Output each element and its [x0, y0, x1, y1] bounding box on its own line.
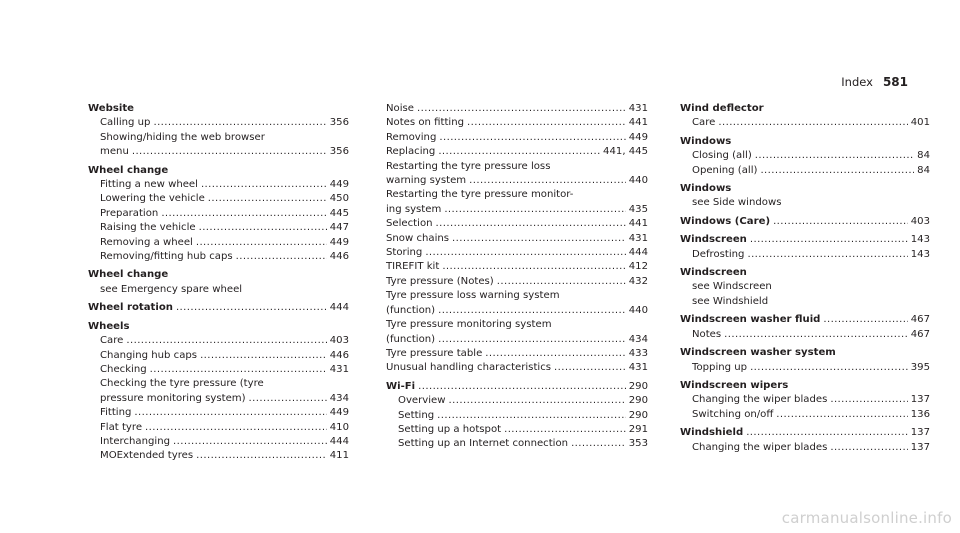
subentry-text: Tyre pressure monitoring system: [386, 319, 552, 331]
subentry-text: Removing a wheel: [100, 236, 193, 248]
subentry-text: Care: [100, 335, 124, 347]
index-subentry: [386, 116, 648, 130]
subentry-text: Opening (all): [692, 164, 758, 176]
watermark: carmanualsonline.info: [781, 509, 952, 527]
index-subentry: [88, 250, 349, 264]
page-ref: 431: [628, 232, 648, 244]
index-entry: [88, 268, 349, 297]
page-ref: 136: [910, 408, 930, 420]
dot-leader: [554, 361, 626, 375]
subentry-text: Storing: [386, 247, 423, 259]
index-subentry: [88, 349, 349, 363]
dot-leader: [173, 435, 327, 449]
dot-leader: [425, 246, 625, 260]
page-ref: 143: [910, 234, 930, 246]
dot-leader: [452, 232, 626, 246]
index-entry: [680, 266, 930, 309]
index-subentry: [386, 174, 648, 188]
index-entry: [88, 102, 349, 160]
dot-leader: [436, 217, 626, 231]
subentry-text: Removing: [386, 131, 437, 143]
subentry-text: Switching on/off: [692, 408, 774, 420]
index-subentry: [386, 275, 648, 289]
subentry-text: Raising the vehicle: [100, 222, 196, 234]
index-subentry: [386, 217, 648, 231]
index-entry: [88, 320, 349, 464]
subentry-text: MOExtended tyres: [100, 450, 194, 462]
page-ref: 445: [329, 207, 349, 219]
index-subentry: [88, 221, 349, 235]
index-heading: Wheel change: [88, 269, 169, 281]
index-subentry: [386, 423, 648, 437]
page-ref: 434: [329, 392, 349, 404]
header-title: Index: [841, 75, 873, 89]
dot-leader: [442, 260, 625, 274]
subentry-text: Care: [692, 117, 716, 129]
subentry-text: Changing the wiper blades: [692, 394, 828, 406]
index-subentry: [680, 441, 930, 455]
index-entry: [386, 380, 648, 452]
dot-leader: [449, 394, 626, 408]
index-subentry: [680, 248, 930, 262]
page-ref: 467: [910, 328, 930, 340]
page-ref: 137: [910, 427, 930, 439]
index-heading: Windshield: [680, 427, 744, 439]
page-ref: 137: [910, 394, 930, 406]
dot-leader: [438, 145, 600, 159]
index-entry: [680, 215, 930, 229]
index-heading: Wind deflector: [680, 103, 764, 114]
dot-leader: [132, 145, 327, 159]
subentry-text: Setting: [398, 409, 435, 421]
page-ref: 444: [628, 247, 648, 259]
index-entry: [680, 426, 930, 455]
subentry-text: Fitting a new wheel: [100, 179, 198, 191]
subentry-text: Lowering the vehicle: [100, 193, 205, 205]
page-ref: 444: [329, 302, 349, 314]
dot-leader: [773, 215, 908, 229]
index-heading: Windows (Care): [680, 215, 771, 227]
dot-leader: [485, 347, 625, 361]
subentry-text: Setting up an Internet connection: [398, 438, 569, 450]
index-subentry: [386, 131, 648, 145]
index-subentry: [88, 207, 349, 221]
dot-leader: [830, 441, 907, 455]
subentry-text: (function): [386, 304, 436, 316]
subentry-text: Flat tyre: [100, 421, 143, 433]
page-ref: 435: [628, 203, 648, 215]
subentry-text: Noise: [386, 103, 414, 114]
dot-leader: [747, 248, 907, 262]
index-subentry: [386, 246, 648, 260]
dot-leader: [830, 393, 907, 407]
index-subentry: [386, 145, 648, 159]
subentry-text: Changing hub caps: [100, 349, 198, 361]
subentry-text: (function): [386, 333, 436, 345]
page-ref: 446: [329, 251, 349, 263]
index-entry: [88, 301, 349, 315]
index-subentry: [88, 435, 349, 449]
index-subentry: [386, 304, 648, 318]
index-subentry: [680, 408, 930, 422]
page-ref: 450: [329, 193, 349, 205]
page-ref: 137: [910, 441, 930, 453]
index-column-3: [680, 102, 930, 459]
index-heading-row: [680, 313, 930, 327]
index-subentry: [386, 203, 648, 217]
index-entry: [680, 135, 930, 178]
dot-leader: [467, 116, 626, 130]
subentry-text: Checking: [100, 363, 147, 375]
index-subentry: [88, 421, 349, 435]
subentry-text: Calling up: [100, 117, 151, 129]
page-ref: 440: [628, 304, 648, 316]
dot-leader: [249, 392, 327, 406]
dot-leader: [776, 408, 907, 422]
index-subentry: [386, 333, 648, 347]
dot-leader: [208, 192, 327, 206]
subentry-text: Removing/fitting hub caps: [100, 251, 233, 263]
index-subentry: [88, 178, 349, 192]
subentry-text: Showing/hiding the web browser: [100, 131, 265, 143]
subentry-text: Unusual handling characteristics: [386, 362, 552, 374]
index-subentry: [386, 260, 648, 274]
index-subentry: [386, 232, 648, 246]
subentry-text: Setting up a hotspot: [398, 423, 502, 435]
dot-leader: [469, 174, 626, 188]
index-column-1: [88, 102, 349, 468]
subentry-text: Tyre pressure loss warning system: [386, 290, 560, 302]
page-ref: 412: [628, 261, 648, 273]
index-entry: [680, 233, 930, 262]
index-entry: [680, 182, 930, 211]
index-subentry: [88, 406, 349, 420]
index-heading-row: [386, 380, 648, 394]
dot-leader: [161, 207, 326, 221]
index-heading: Windows: [680, 135, 732, 147]
index-subentry: [680, 328, 930, 342]
index-subentry: [88, 334, 349, 348]
subentry-text: Interchanging: [100, 435, 171, 447]
index-subentry: [88, 192, 349, 206]
dot-leader: [724, 328, 908, 342]
page-ref: 432: [628, 275, 648, 287]
page-ref: 403: [910, 215, 930, 227]
index-heading-row: [680, 426, 930, 440]
dot-leader: [150, 363, 327, 377]
dot-leader: [746, 426, 908, 440]
index-heading: Windscreen washer fluid: [680, 314, 821, 326]
index-subentry: [88, 116, 349, 130]
page-ref: 291: [628, 423, 648, 435]
dot-leader: [760, 164, 914, 178]
dot-leader: [236, 250, 327, 264]
dot-leader: [437, 409, 626, 423]
cross-reference: see Windscreen: [692, 281, 772, 293]
index-subentry: [386, 102, 648, 116]
page-ref: 410: [329, 421, 349, 433]
subentry-text: Changing the wiper blades: [692, 441, 828, 453]
dot-leader: [571, 437, 626, 451]
page-ref: 290: [628, 380, 648, 392]
page-ref: 290: [628, 409, 648, 421]
subentry-text: Tyre pressure table: [386, 347, 483, 359]
page-ref: 449: [329, 407, 349, 419]
page-ref: 395: [910, 361, 930, 373]
dot-leader: [438, 304, 626, 318]
index-subentry: [386, 394, 648, 408]
index-heading: Wheels: [88, 320, 130, 332]
index-entry: [680, 346, 930, 375]
dot-leader: [134, 406, 326, 420]
subentry-text: Checking the tyre pressure (tyre: [100, 378, 264, 390]
page-ref: 356: [329, 146, 349, 158]
subentry-text: menu: [100, 146, 129, 158]
index-subentry: [680, 393, 930, 407]
page-ref: 290: [628, 395, 648, 407]
page-ref: 449: [329, 179, 349, 191]
index-heading: Website: [88, 103, 134, 114]
subentry-text: Overview: [398, 395, 446, 407]
subentry-text: Selection: [386, 218, 433, 230]
index-subentry: [680, 361, 930, 375]
index-subentry: [386, 361, 648, 375]
page-ref: 143: [910, 248, 930, 260]
dot-leader: [201, 178, 327, 192]
subentry-text: warning system: [386, 175, 467, 187]
index-subentry: [88, 449, 349, 463]
page-ref: 447: [329, 222, 349, 234]
subentry-text: TIREFIT kit: [386, 261, 440, 273]
index-heading: Windscreen: [680, 267, 747, 279]
page-ref: 449: [628, 131, 648, 143]
index-heading: Windscreen: [680, 234, 747, 246]
dot-leader: [750, 361, 908, 375]
dot-leader: [196, 236, 327, 250]
subentry-text: Restarting the tyre pressure loss: [386, 160, 551, 172]
index-heading: Wheel change: [88, 164, 169, 176]
subentry-text: Preparation: [100, 207, 159, 219]
page-ref: 403: [329, 335, 349, 347]
dot-leader: [126, 334, 326, 348]
index-entry: [680, 379, 930, 422]
index-subentry: [680, 116, 930, 130]
page-ref: 467: [910, 314, 930, 326]
cross-reference: see Emergency spare wheel: [100, 283, 243, 295]
page-ref: 433: [628, 347, 648, 359]
dot-leader: [418, 380, 626, 394]
subentry-text: pressure monitoring system): [100, 392, 246, 404]
index-subentry: [88, 236, 349, 250]
page-ref: 431: [329, 363, 349, 375]
index-subentry: [386, 409, 648, 423]
subentry-text: Notes: [692, 328, 722, 340]
subentry-text: Replacing: [386, 146, 436, 158]
page-ref: 441, 445: [603, 146, 648, 158]
subentry-text: Tyre pressure (Notes): [386, 275, 494, 287]
dot-leader: [196, 449, 327, 463]
index-entry-continued: [386, 102, 648, 376]
page-ref: 84: [917, 164, 930, 176]
page-ref: 449: [329, 236, 349, 248]
dot-leader: [504, 423, 626, 437]
dot-leader: [153, 116, 326, 130]
index-subentry: [88, 363, 349, 377]
page-ref: 431: [628, 362, 648, 374]
index-heading-row: [680, 233, 930, 247]
dot-leader: [823, 313, 907, 327]
subentry-text: Restarting the tyre pressure monitor-: [386, 189, 574, 201]
page-number: 581: [882, 75, 908, 89]
index-entry: [680, 313, 930, 342]
page-ref: 440: [628, 175, 648, 187]
index-heading-row: [88, 301, 349, 315]
subentry-text: Fitting: [100, 407, 132, 419]
index-heading: Wi-Fi: [386, 380, 416, 392]
index-subentry: [680, 149, 930, 163]
index-subentry: [88, 145, 349, 159]
subentry-text: Defrosting: [692, 248, 745, 260]
subentry-text: ing system: [386, 203, 442, 215]
dot-leader: [755, 149, 914, 163]
dot-leader: [199, 221, 327, 235]
index-subentry: [386, 437, 648, 451]
index-heading: Windscreen washer system: [680, 347, 836, 359]
dot-leader: [497, 275, 626, 289]
dot-leader: [439, 131, 625, 145]
dot-leader: [417, 102, 626, 116]
page-ref: 441: [628, 117, 648, 129]
dot-leader: [438, 333, 626, 347]
index-subentry: [88, 392, 349, 406]
index-column-2: [386, 102, 648, 456]
page-ref: 353: [628, 438, 648, 450]
page-ref: 401: [910, 117, 930, 129]
page-ref: 411: [329, 450, 349, 462]
page-ref: 444: [329, 435, 349, 447]
dot-leader: [718, 116, 907, 130]
page-ref: 84: [917, 150, 930, 162]
dot-leader: [145, 421, 327, 435]
index-heading: Wheel rotation: [88, 302, 173, 314]
index-entry: [88, 164, 349, 265]
cross-reference: see Windshield: [692, 295, 769, 307]
page-ref: 446: [329, 349, 349, 361]
subentry-text: Notes on fitting: [386, 117, 465, 129]
index-entry: [680, 102, 930, 131]
index-heading: Windscreen wipers: [680, 379, 789, 391]
dot-leader: [750, 233, 908, 247]
dot-leader: [444, 203, 625, 217]
cross-reference: see Side windows: [692, 197, 782, 209]
subentry-text: Snow chains: [386, 232, 450, 244]
page-ref: 434: [628, 333, 648, 345]
page-ref: 356: [329, 117, 349, 129]
subentry-text: Closing (all): [692, 150, 752, 162]
page-header: [841, 75, 908, 89]
page-ref: 441: [628, 218, 648, 230]
index-heading: Windows: [680, 183, 732, 195]
index-subentry: [386, 347, 648, 361]
subentry-text: Topping up: [692, 361, 748, 373]
index-heading-row: [680, 215, 930, 229]
dot-leader: [200, 349, 327, 363]
page-ref: 431: [628, 103, 648, 114]
dot-leader: [176, 301, 327, 315]
index-subentry: [680, 164, 930, 178]
